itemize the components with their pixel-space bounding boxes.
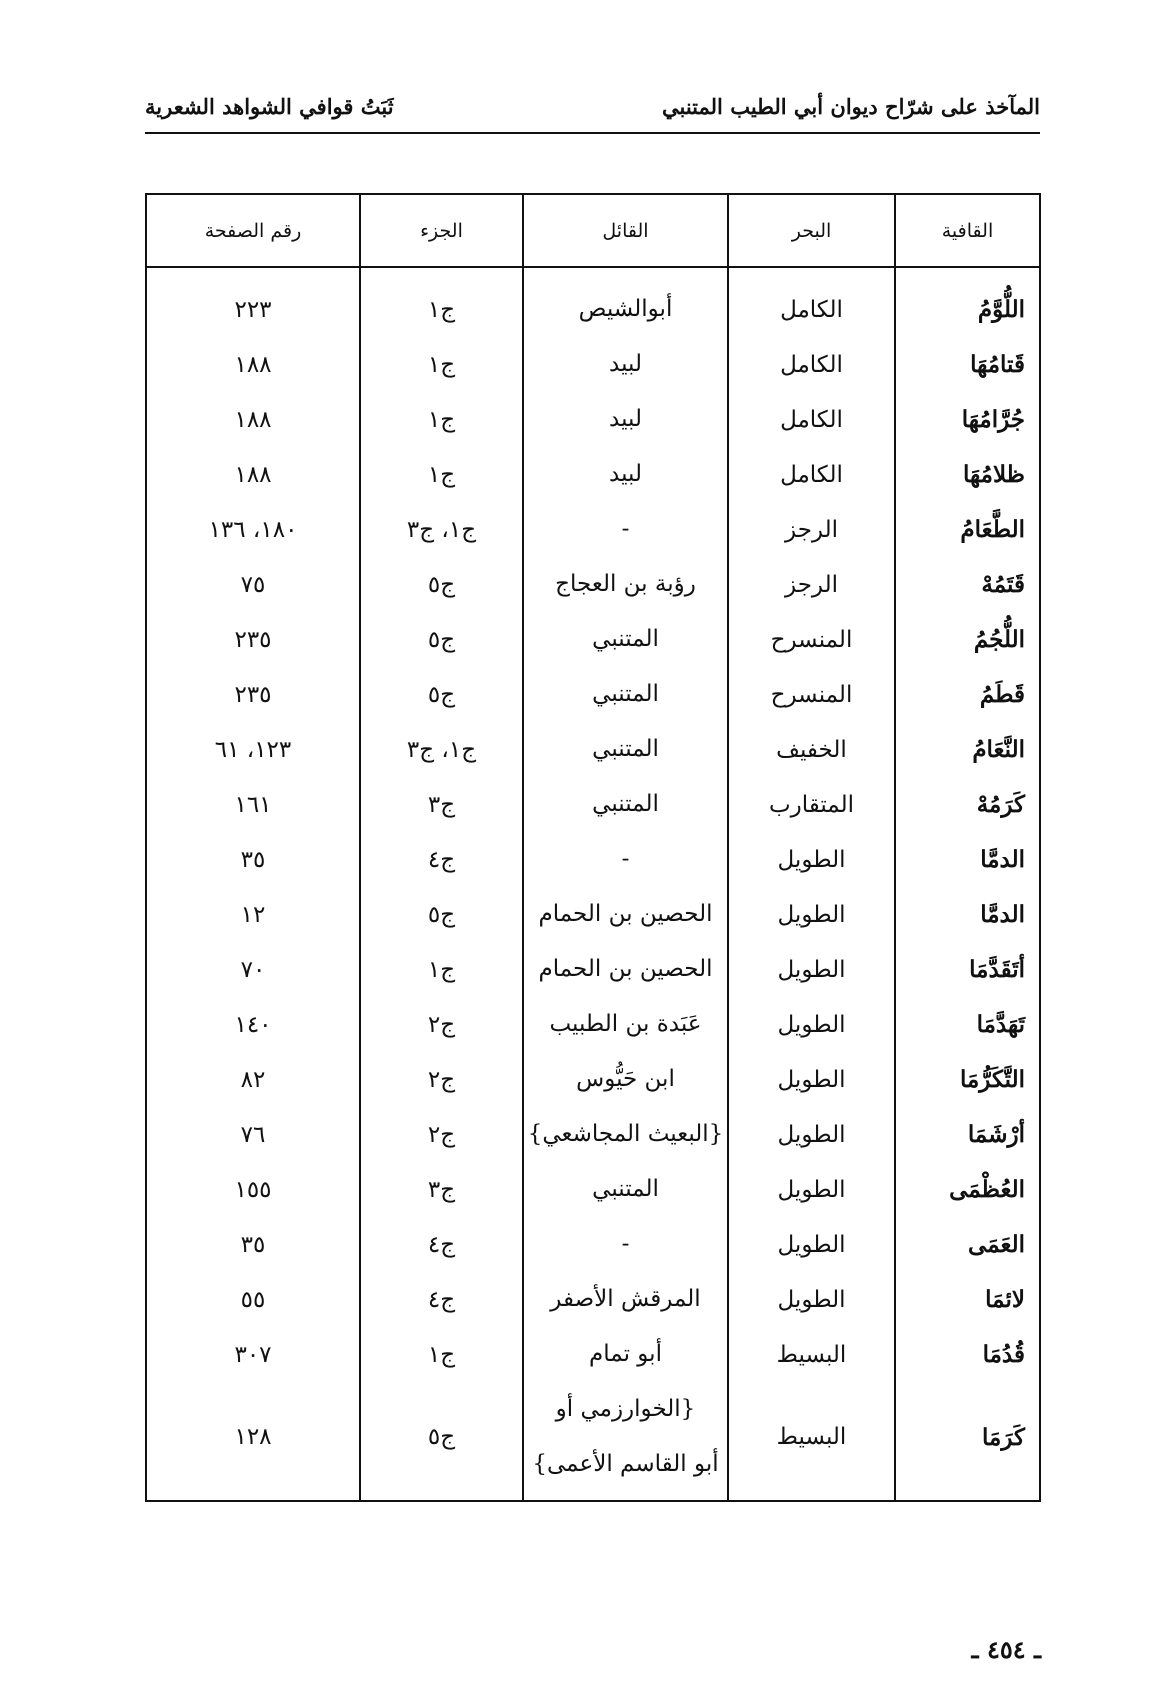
cell-meter: الرجز — [728, 502, 895, 557]
table-row — [146, 1217, 1040, 1272]
table-row — [146, 502, 1040, 557]
table-header-row — [146, 194, 1040, 267]
cell-meter: الطويل — [728, 1162, 895, 1217]
cell-speaker — [523, 447, 728, 502]
speaker-line-continued: أبو القاسم الأعمى} — [532, 1451, 719, 1477]
speaker-line: {البعيث المجاشعي} — [527, 1121, 724, 1147]
table-row — [146, 722, 1040, 777]
cell-meter: الكامل — [728, 267, 895, 337]
speaker-line: أبو تمام — [589, 1341, 662, 1367]
cell-speaker — [523, 667, 728, 722]
cell-rhyme: اللُّجُمُ — [895, 612, 1040, 667]
cell-page: ١٢٣، ٦١ — [146, 722, 360, 777]
speaker-line: المتنبي — [592, 1176, 659, 1202]
speaker-line: ابن حَيُّوس — [576, 1066, 675, 1092]
page-number: ـ ٤٥٤ ـ — [971, 1635, 1041, 1664]
cell-speaker — [523, 1272, 728, 1327]
table-row — [146, 1382, 1040, 1501]
speaker-line: لبيد — [609, 406, 642, 432]
column-header-meter: البحر — [728, 194, 895, 267]
cell-meter: الرجز — [728, 557, 895, 612]
cell-part: ج٣ — [360, 777, 523, 832]
table-row — [146, 447, 1040, 502]
table-row — [146, 777, 1040, 832]
cell-speaker — [523, 612, 728, 667]
speaker-line: {الخوارزمي أو — [555, 1396, 696, 1422]
speaker-line: المرقش الأصفر — [550, 1286, 701, 1312]
cell-speaker — [523, 777, 728, 832]
speaker-line: المتنبي — [592, 736, 659, 762]
table-row — [146, 1162, 1040, 1217]
speaker-line: الحصين بن الحمام — [538, 956, 713, 982]
speaker-line: أبوالشيص — [578, 296, 673, 322]
cell-rhyme: الطَّعَامُ — [895, 502, 1040, 557]
cell-rhyme: قَتامُهَا — [895, 337, 1040, 392]
table-row — [146, 612, 1040, 667]
cell-part: ج١، ج٣ — [360, 502, 523, 557]
table-row — [146, 942, 1040, 997]
cell-rhyme: النَّعَامُ — [895, 722, 1040, 777]
cell-speaker — [523, 1327, 728, 1382]
cell-page: ٢٣٥ — [146, 612, 360, 667]
table-row — [146, 1052, 1040, 1107]
cell-speaker — [523, 392, 728, 447]
rhyme-index-table — [145, 193, 1041, 1502]
table-row — [146, 832, 1040, 887]
cell-speaker — [523, 942, 728, 997]
cell-page: ١٨٠، ١٣٦ — [146, 502, 360, 557]
cell-part: ج١ — [360, 942, 523, 997]
cell-part: ج١ — [360, 447, 523, 502]
cell-speaker — [523, 557, 728, 612]
cell-rhyme: قُدُمَا — [895, 1327, 1040, 1382]
cell-page: ٨٢ — [146, 1052, 360, 1107]
cell-meter: البسيط — [728, 1382, 895, 1501]
cell-speaker — [523, 997, 728, 1052]
table-row — [146, 887, 1040, 942]
cell-rhyme: العَمَى — [895, 1217, 1040, 1272]
cell-part: ج٥ — [360, 557, 523, 612]
book-title: المآخذ على شرّاح ديوان أبي الطيب المتنبي — [662, 94, 1040, 119]
cell-meter: المتقارب — [728, 777, 895, 832]
column-header-part: الجزء — [360, 194, 523, 267]
speaker-line: عَبَدة بن الطبيب — [549, 1011, 702, 1037]
table-row — [146, 997, 1040, 1052]
cell-rhyme: أتَقَدَّمَا — [895, 942, 1040, 997]
cell-speaker — [523, 1107, 728, 1162]
speaker-line: لبيد — [609, 461, 642, 487]
cell-meter: الطويل — [728, 887, 895, 942]
cell-rhyme: ظلامُهَا — [895, 447, 1040, 502]
speaker-line: الحصين بن الحمام — [538, 901, 713, 927]
cell-speaker — [523, 832, 728, 887]
cell-speaker — [523, 722, 728, 777]
cell-page: ١٤٠ — [146, 997, 360, 1052]
cell-part: ج١، ج٣ — [360, 722, 523, 777]
cell-page: ١٢٨ — [146, 1382, 360, 1501]
speaker-line: - — [621, 1231, 630, 1257]
cell-rhyme: تَهَدَّمَا — [895, 997, 1040, 1052]
table-row — [146, 1327, 1040, 1382]
cell-rhyme: أرْشَمَا — [895, 1107, 1040, 1162]
cell-part: ج٥ — [360, 1382, 523, 1501]
cell-part: ج٤ — [360, 832, 523, 887]
speaker-line: المتنبي — [592, 681, 659, 707]
cell-part: ج٢ — [360, 1052, 523, 1107]
speaker-line: رؤبة بن العجاج — [555, 571, 696, 597]
speaker-line: المتنبي — [592, 791, 659, 817]
cell-page: ٥٥ — [146, 1272, 360, 1327]
cell-part: ج٤ — [360, 1272, 523, 1327]
cell-rhyme: الدمَّا — [895, 887, 1040, 942]
cell-speaker — [523, 337, 728, 392]
cell-part: ج٥ — [360, 887, 523, 942]
cell-rhyme: قَطَمُ — [895, 667, 1040, 722]
cell-page: ١٨٨ — [146, 447, 360, 502]
cell-meter: الطويل — [728, 997, 895, 1052]
cell-page: ١٥٥ — [146, 1162, 360, 1217]
cell-page: ٢٣٥ — [146, 667, 360, 722]
cell-speaker — [523, 887, 728, 942]
cell-rhyme: لائمَا — [895, 1272, 1040, 1327]
cell-page: ٣٠٧ — [146, 1327, 360, 1382]
cell-part: ج٤ — [360, 1217, 523, 1272]
cell-meter: البسيط — [728, 1327, 895, 1382]
speaker-line: لبيد — [609, 351, 642, 377]
cell-speaker — [523, 1217, 728, 1272]
cell-part: ج٥ — [360, 612, 523, 667]
cell-meter: المنسرح — [728, 667, 895, 722]
cell-part: ج٢ — [360, 1107, 523, 1162]
cell-meter: الطويل — [728, 1217, 895, 1272]
column-header-speaker: القائل — [523, 194, 728, 267]
table-row — [146, 1272, 1040, 1327]
table-row — [146, 557, 1040, 612]
cell-page: ٣٥ — [146, 1217, 360, 1272]
cell-page: ٢٢٣ — [146, 267, 360, 337]
table-row — [146, 667, 1040, 722]
cell-part: ج١ — [360, 392, 523, 447]
cell-meter: الطويل — [728, 1272, 895, 1327]
cell-part: ج٥ — [360, 667, 523, 722]
cell-rhyme: كَرَمَا — [895, 1382, 1040, 1501]
cell-meter: الخفيف — [728, 722, 895, 777]
cell-part: ج٣ — [360, 1162, 523, 1217]
cell-meter: المنسرح — [728, 612, 895, 667]
cell-meter: الكامل — [728, 392, 895, 447]
cell-part: ج١ — [360, 267, 523, 337]
cell-speaker — [523, 1382, 728, 1501]
cell-rhyme: التَّكَرُّمَا — [895, 1052, 1040, 1107]
cell-rhyme: كَرَمُهْ — [895, 777, 1040, 832]
speaker-line: - — [621, 846, 630, 872]
cell-page: ٣٥ — [146, 832, 360, 887]
section-title: ثَبَتُ قوافي الشواهد الشعرية — [145, 94, 394, 119]
cell-speaker — [523, 267, 728, 337]
cell-speaker — [523, 502, 728, 557]
cell-meter: الطويل — [728, 942, 895, 997]
cell-rhyme: الدمَّا — [895, 832, 1040, 887]
table-row — [146, 267, 1040, 337]
cell-meter: الكامل — [728, 337, 895, 392]
speaker-line: - — [621, 516, 630, 542]
table-row — [146, 337, 1040, 392]
cell-page: ١٨٨ — [146, 337, 360, 392]
cell-speaker — [523, 1052, 728, 1107]
cell-page: ٧٠ — [146, 942, 360, 997]
column-header-page: رقم الصفحة — [146, 194, 360, 267]
cell-meter: الطويل — [728, 1052, 895, 1107]
cell-page: ٧٥ — [146, 557, 360, 612]
cell-speaker — [523, 1162, 728, 1217]
cell-rhyme: العُظْمَى — [895, 1162, 1040, 1217]
cell-part: ج١ — [360, 1327, 523, 1382]
cell-page: ١٦١ — [146, 777, 360, 832]
cell-page: ٧٦ — [146, 1107, 360, 1162]
table-row — [146, 1107, 1040, 1162]
cell-meter: الكامل — [728, 447, 895, 502]
cell-rhyme: قَتَمُهْ — [895, 557, 1040, 612]
running-header — [145, 92, 1040, 134]
cell-page: ١٢ — [146, 887, 360, 942]
cell-part: ج١ — [360, 337, 523, 392]
cell-rhyme: جُرَّامُهَا — [895, 392, 1040, 447]
cell-rhyme: اللُّوَّمُ — [895, 267, 1040, 337]
table-body — [146, 267, 1040, 1501]
column-header-rhyme: القافية — [895, 194, 1040, 267]
cell-page: ١٨٨ — [146, 392, 360, 447]
cell-part: ج٢ — [360, 997, 523, 1052]
cell-meter: الطويل — [728, 832, 895, 887]
speaker-line: المتنبي — [592, 626, 659, 652]
cell-meter: الطويل — [728, 1107, 895, 1162]
table-row — [146, 392, 1040, 447]
